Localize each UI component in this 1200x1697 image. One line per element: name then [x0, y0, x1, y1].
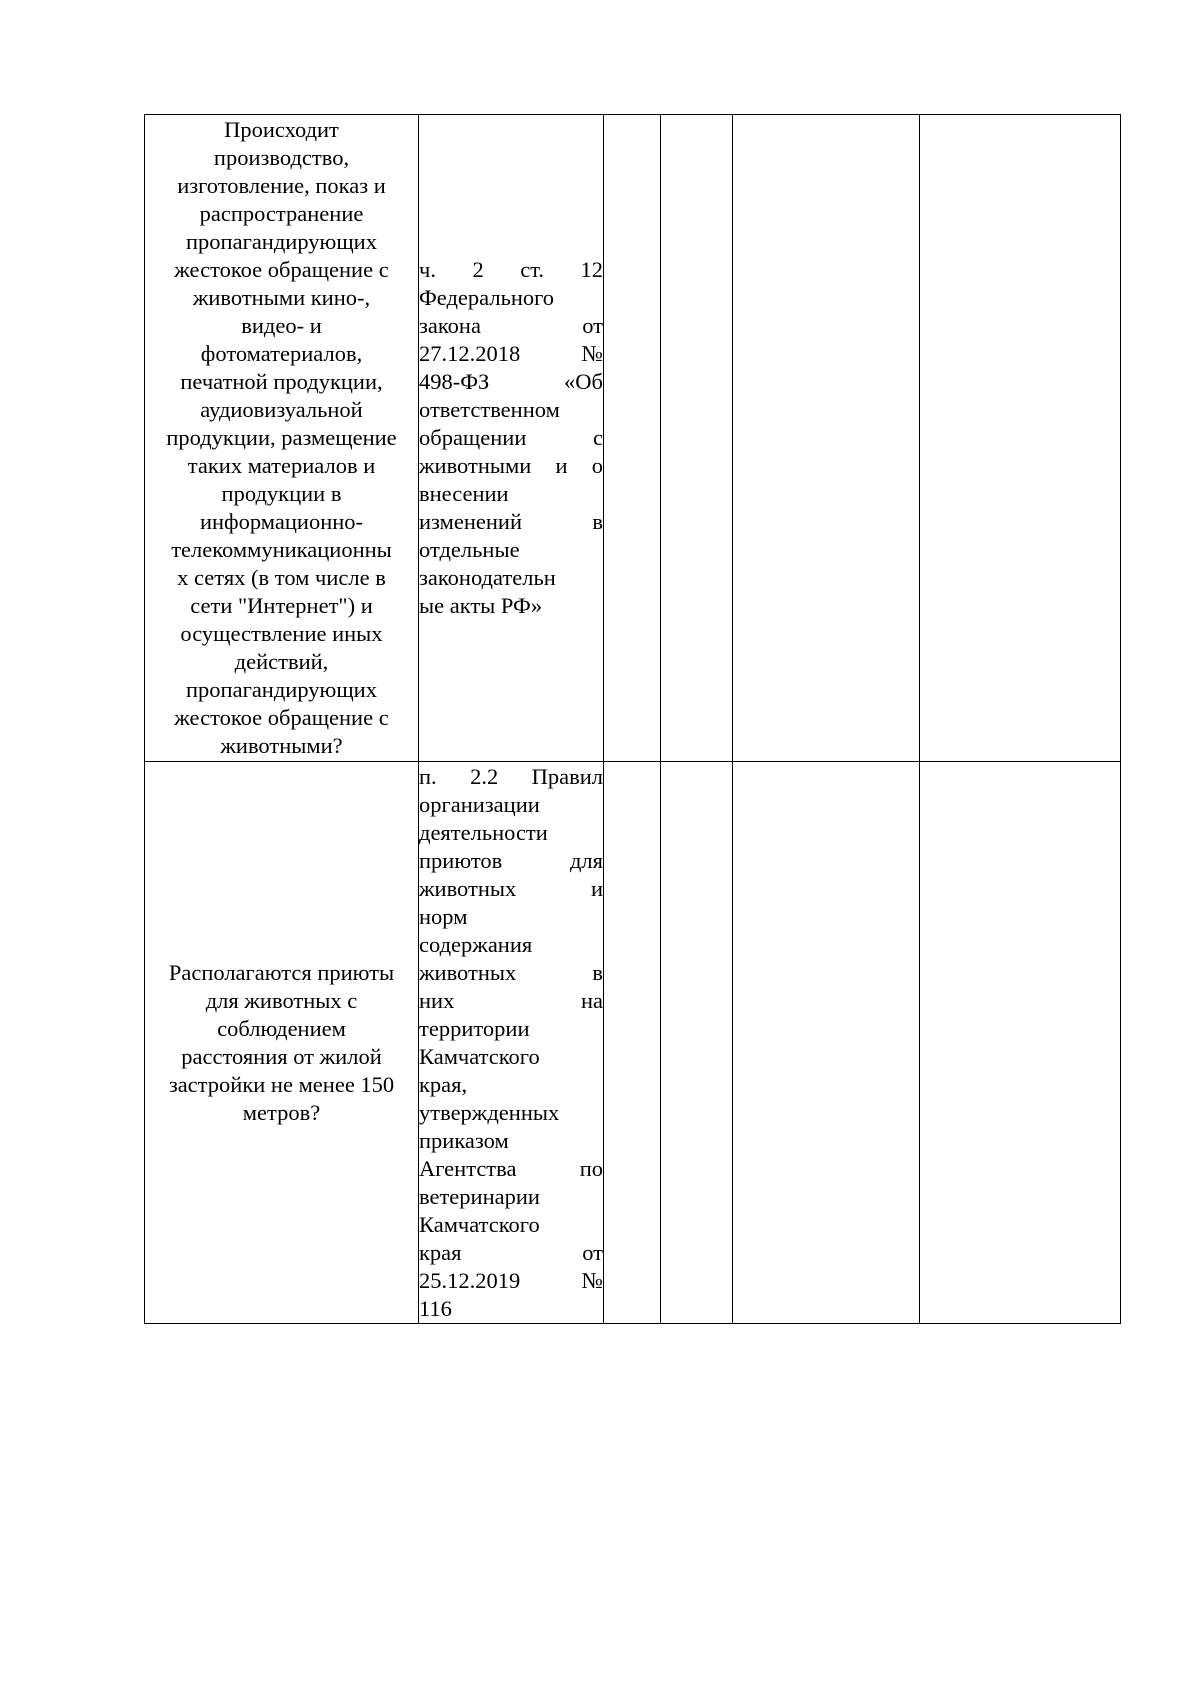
table-row — [145, 762, 1121, 1324]
legal-reference-line: норм — [419, 903, 468, 929]
legal-reference-line: приютов для — [419, 847, 603, 873]
empty-cell — [604, 115, 661, 762]
legal-reference-line: них на — [419, 987, 603, 1013]
legal-reference-line: 116 — [419, 1295, 452, 1321]
empty-cell — [604, 762, 661, 1324]
legal-reference-line: законодательн — [419, 565, 556, 590]
legal-reference-line: Камчатского — [419, 1043, 540, 1069]
question-cell — [145, 762, 419, 1324]
legal-reference-line: животных и — [419, 875, 603, 901]
empty-cell — [661, 115, 733, 762]
question-cell — [145, 115, 419, 762]
empty-cell — [920, 115, 1121, 762]
legal-reference-line: животных в — [419, 959, 603, 985]
legal-reference-line: обращении с — [419, 425, 603, 450]
legal-reference-line: 498-ФЗ «Об — [419, 369, 603, 394]
legal-reference-line: внесении — [419, 481, 509, 506]
legal-reference-line: территории — [419, 1015, 530, 1041]
legal-reference-line: утвержденных — [419, 1099, 560, 1125]
legal-reference-line: содержания — [419, 931, 533, 957]
legal-reference-line: 25.12.2019 № — [419, 1267, 603, 1293]
legal-reference-line: животными и о — [419, 453, 603, 478]
legal-reference-line: закона от — [419, 313, 603, 338]
legal-reference-cell — [419, 115, 604, 762]
legal-reference-line: Агентства по — [419, 1155, 603, 1181]
empty-cell — [920, 762, 1121, 1324]
legal-reference-line: 27.12.2018 № — [419, 341, 603, 366]
legal-reference-line: ответственном — [419, 397, 560, 422]
question-text: Происходит производство, изготовление, показ и распространение пропагандирующих жестокое обращение с животными кино-, видео- и фотоматериалов, печатной продукции, аудиовизуальной продукции, размещение таких материалов и продукции в информационно- телекоммуникационны х сетях (в том числе в сети "Интернет") и осуществление иных действий, пропагандирующих жестокое обращение с животными? — [166, 117, 397, 758]
legal-reference-line: деятельности — [419, 819, 548, 845]
legal-reference-line: организации — [419, 791, 540, 817]
legal-reference-line: Федерального — [419, 285, 555, 310]
legal-reference-line: п. 2.2 Правил — [419, 763, 603, 789]
legal-reference-line: края от — [419, 1239, 603, 1265]
legal-reference-line: ветеринарии — [419, 1183, 540, 1209]
question-text: Располагаются приюты для животных с соблюдением расстояния от жилой застройки не менее 150 метров? — [168, 959, 395, 1125]
legal-reference-line: отдельные — [419, 537, 520, 562]
table-row — [145, 115, 1121, 762]
legal-reference-line: края, — [419, 1071, 468, 1097]
legal-reference-cell — [419, 762, 604, 1324]
empty-cell — [733, 115, 920, 762]
legal-reference-line: Камчатского — [419, 1211, 540, 1237]
empty-cell — [733, 762, 920, 1324]
empty-cell — [661, 762, 733, 1324]
legal-reference-line: приказом — [419, 1127, 509, 1153]
legal-reference-line: изменений в — [419, 509, 603, 534]
checklist-table — [144, 114, 1121, 1324]
legal-reference-line: ые акты РФ» — [419, 593, 543, 618]
legal-reference-line: ч. 2 ст. 12 — [419, 257, 603, 282]
